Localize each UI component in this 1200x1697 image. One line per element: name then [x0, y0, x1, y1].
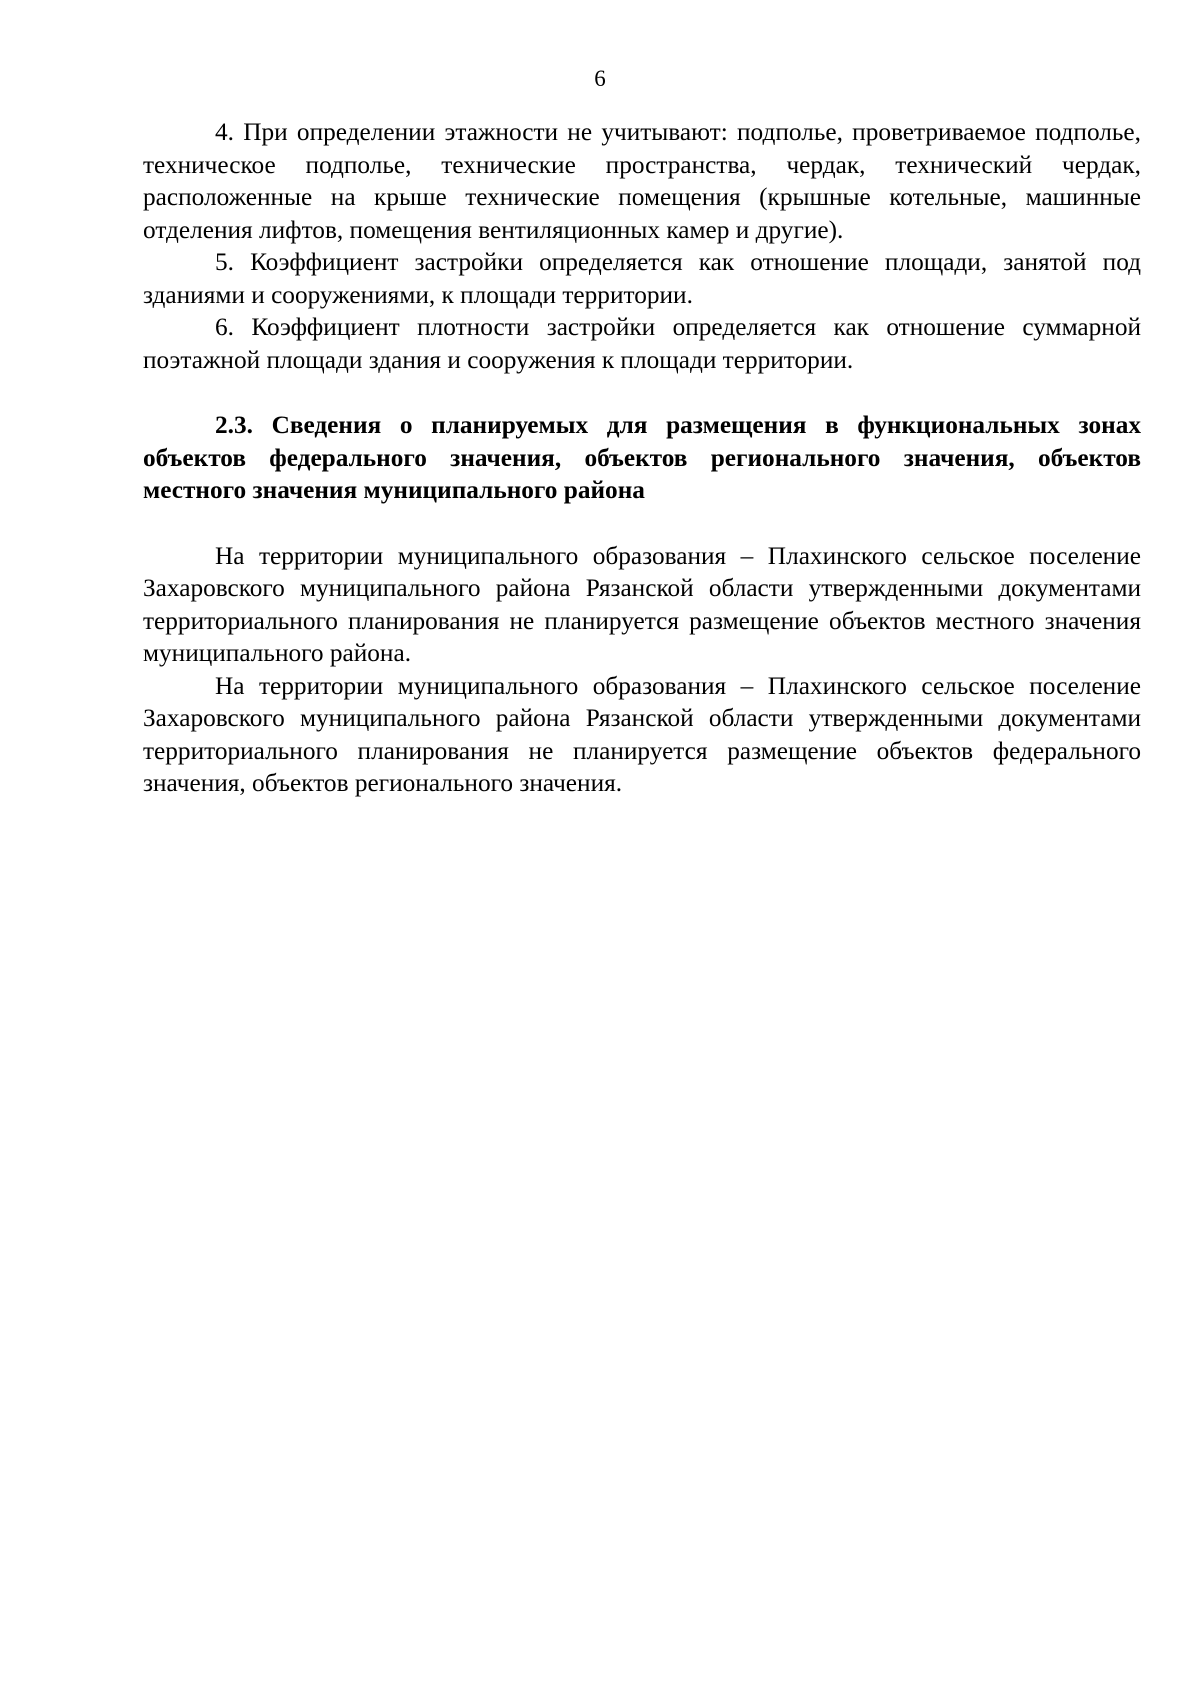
item-6-paragraph: 6. Коэффициент плотности застройки определяется как отношение суммарной поэтажной площади здания и сооружения к площади территории. — [143, 313, 1141, 374]
item-5-paragraph: 5. Коэффициент застройки определяется как отношение площади, занятой под зданиями и сооружениями, к площади территории. — [143, 248, 1141, 309]
section-heading: 2.3. Сведения о планируемых для размещения в функциональных зонах объектов федерального значения, объектов регионального значения, объектов местного значения муниципального района — [143, 411, 1141, 504]
page-number: 6 — [594, 66, 606, 91]
section-paragraph: На территории муниципального образования – Плахинского сельское поселение Захаровского муниципального района Рязанской области утвержденными документами территориального планирования не планируется размещение объектов федерального значения, объектов регионального значения. — [143, 671, 1141, 797]
section-paragraph: На территории муниципального образования – Плахинского сельское поселение Захаровского муниципального района Рязанской области утвержденными документами территориального планирования не планируется размещение объектов местного значения муниципального района. — [143, 541, 1141, 667]
item-4-paragraph: 4. При определении этажности не учитывают: подполье, проветриваемое подполье, техническое подполье, технические пространства, чердак, технический чердак, расположенные на крыше технические помещения (крышные котельные, машинные отделения лифтов, помещения вентиляционных камер и другие). — [143, 118, 1141, 244]
section-body — [143, 540, 1141, 800]
document-body — [143, 116, 1141, 800]
